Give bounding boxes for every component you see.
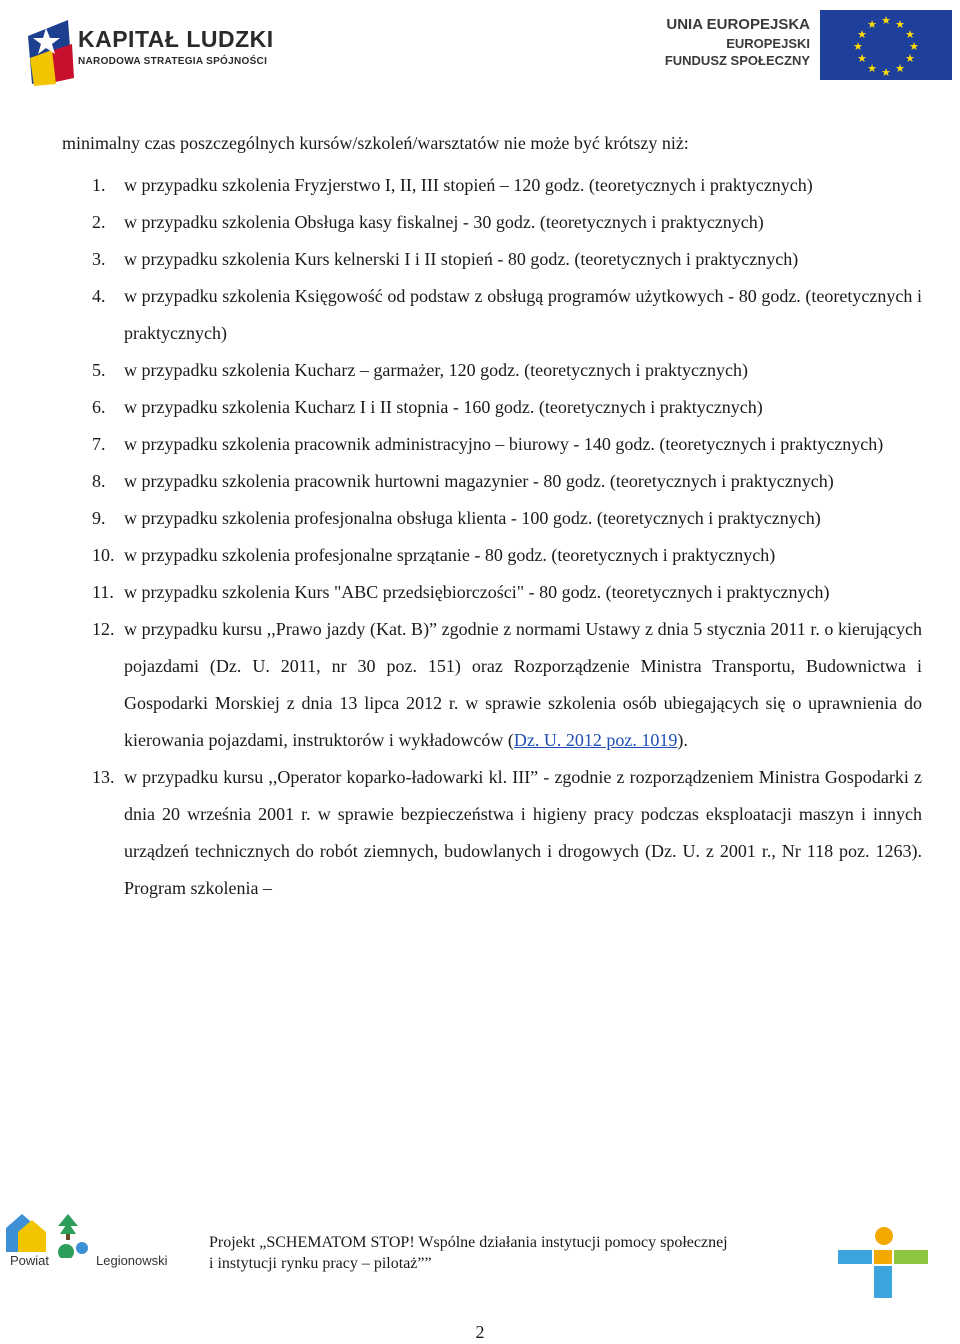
course-list: [62, 167, 922, 907]
svg-text:★: ★: [881, 66, 891, 79]
eu-line1: UNIA EUROPEJSKA: [666, 16, 810, 33]
powiat-legionowski-logo: [4, 1208, 184, 1282]
powiat-houses-icon: [4, 1208, 184, 1258]
list-item: 5. w przypadku szkolenia Kucharz – garmażer, 120 godz. (teoretycznych i praktycznych): [92, 360, 749, 380]
svg-text:★: ★: [895, 18, 905, 31]
kapital-ludzki-title: KAPITAŁ LUDZKI: [78, 26, 274, 52]
powiat-label: Powiat: [10, 1253, 50, 1268]
svg-text:★: ★: [895, 62, 905, 75]
legionowski-label: Legionowski: [96, 1253, 168, 1268]
eu-logo: [620, 8, 956, 88]
list-item: 10. w przypadku szkolenia profesjonalne sprzątanie - 80 godz. (teoretycznych i praktycznych): [92, 545, 776, 565]
list-item: 8. w przypadku szkolenia pracownik hurtowni magazynier - 80 godz. (teoretycznych i praktycznych): [92, 471, 834, 491]
project-line2: i instytucji rynku pracy – pilotaż””: [209, 1255, 432, 1272]
svg-text:★: ★: [881, 14, 891, 27]
document-body: [62, 130, 922, 907]
page-number: 2: [475, 1322, 485, 1342]
svg-text:★: ★: [909, 40, 919, 53]
svg-text:★: ★: [905, 52, 915, 65]
svg-text:★: ★: [853, 40, 863, 53]
list-item: 12. w przypadku kursu ,,Prawo jazdy (Kat. B)” zgodnie z normami Ustawy z dnia 5 stycznia 2011 r. o kierujących pojazdami (Dz. U. 2011, nr 30 poz. 151) oraz Rozporządzenie Ministra Transportu, Budownictwa i Gospodarki Morskiej z dnia 13 lipca 2012 r. w sprawie szkolenia osób ubiegających się o uprawnienia do kierowania pojazdami, instruktorów i wykładowców (Dz. U. 2012 poz. 1019).: [92, 619, 922, 750]
eu-line2: EUROPEJSKI: [726, 36, 810, 51]
svg-text:★: ★: [905, 28, 915, 41]
kapital-ludzki-subtitle: NARODOWA STRATEGIA SPÓJNOŚCI: [78, 56, 268, 67]
list-item: 7. w przypadku szkolenia pracownik administracyjno – biurowy - 140 godz. (teoretycznych i praktycznych): [92, 434, 884, 454]
list-item: 3. w przypadku szkolenia Kurs kelnerski I i II stopień - 80 godz. (teoretycznych i praktycznych): [92, 249, 799, 269]
project-footer-text: [209, 1232, 829, 1274]
project-t-logo-icon: [830, 1222, 940, 1302]
svg-text:★: ★: [867, 18, 877, 31]
eu-line3: FUNDUSZ SPOŁECZNY: [664, 53, 810, 68]
list-item: 2. w przypadku szkolenia Obsługa kasy fiskalnej - 30 godz. (teoretycznych i praktycznych): [92, 212, 764, 232]
list-item: 11. w przypadku szkolenia Kurs "ABC przedsiębiorczości" - 80 godz. (teoretycznych i praktycznych): [92, 582, 830, 602]
list-item: 1. w przypadku szkolenia Fryzjerstwo I, II, III stopień – 120 godz. (teoretycznych i praktycznych): [92, 175, 813, 195]
list-item: 13. w przypadku kursu ,,Operator koparko-ładowarki kl. III” - zgodnie z rozporządzeniem Ministra Gospodarki z dnia 20 września 2001 r. w sprawie bezpieczeństwa i higieny pracy podczas eksploatacji maszyn i innych urządzeń technicznych do robót ziemnych, budowlanych i drogowych (Dz. U. z 2001 r., Nr 118 poz. 1263). Program szkolenia –: [92, 767, 922, 898]
intro-text: minimalny czas poszczególnych kursów/szkoleń/warsztatów nie może być krótszy niż:: [62, 133, 689, 153]
svg-text:★: ★: [857, 52, 867, 65]
list-item: 4. w przypadku szkolenia Księgowość od podstaw z obsługą programów użytkowych - 80 godz. (teoretycznych i praktycznych): [92, 286, 922, 343]
svg-text:★: ★: [867, 62, 877, 75]
eu-flag-icon: [820, 10, 952, 80]
svg-text:★: ★: [857, 28, 867, 41]
list-item: 9. w przypadku szkolenia profesjonalna obsługa klienta - 100 godz. (teoretycznych i praktycznych): [92, 508, 821, 528]
legal-reference-link[interactable]: Dz. U. 2012 poz. 1019: [513, 730, 678, 750]
list-item: 6. w przypadku szkolenia Kucharz I i II stopnia - 160 godz. (teoretycznych i praktycznych): [92, 397, 763, 417]
project-line1: Projekt „SCHEMATOM STOP! Wspólne działania instytucji pomocy społecznej: [209, 1234, 728, 1251]
